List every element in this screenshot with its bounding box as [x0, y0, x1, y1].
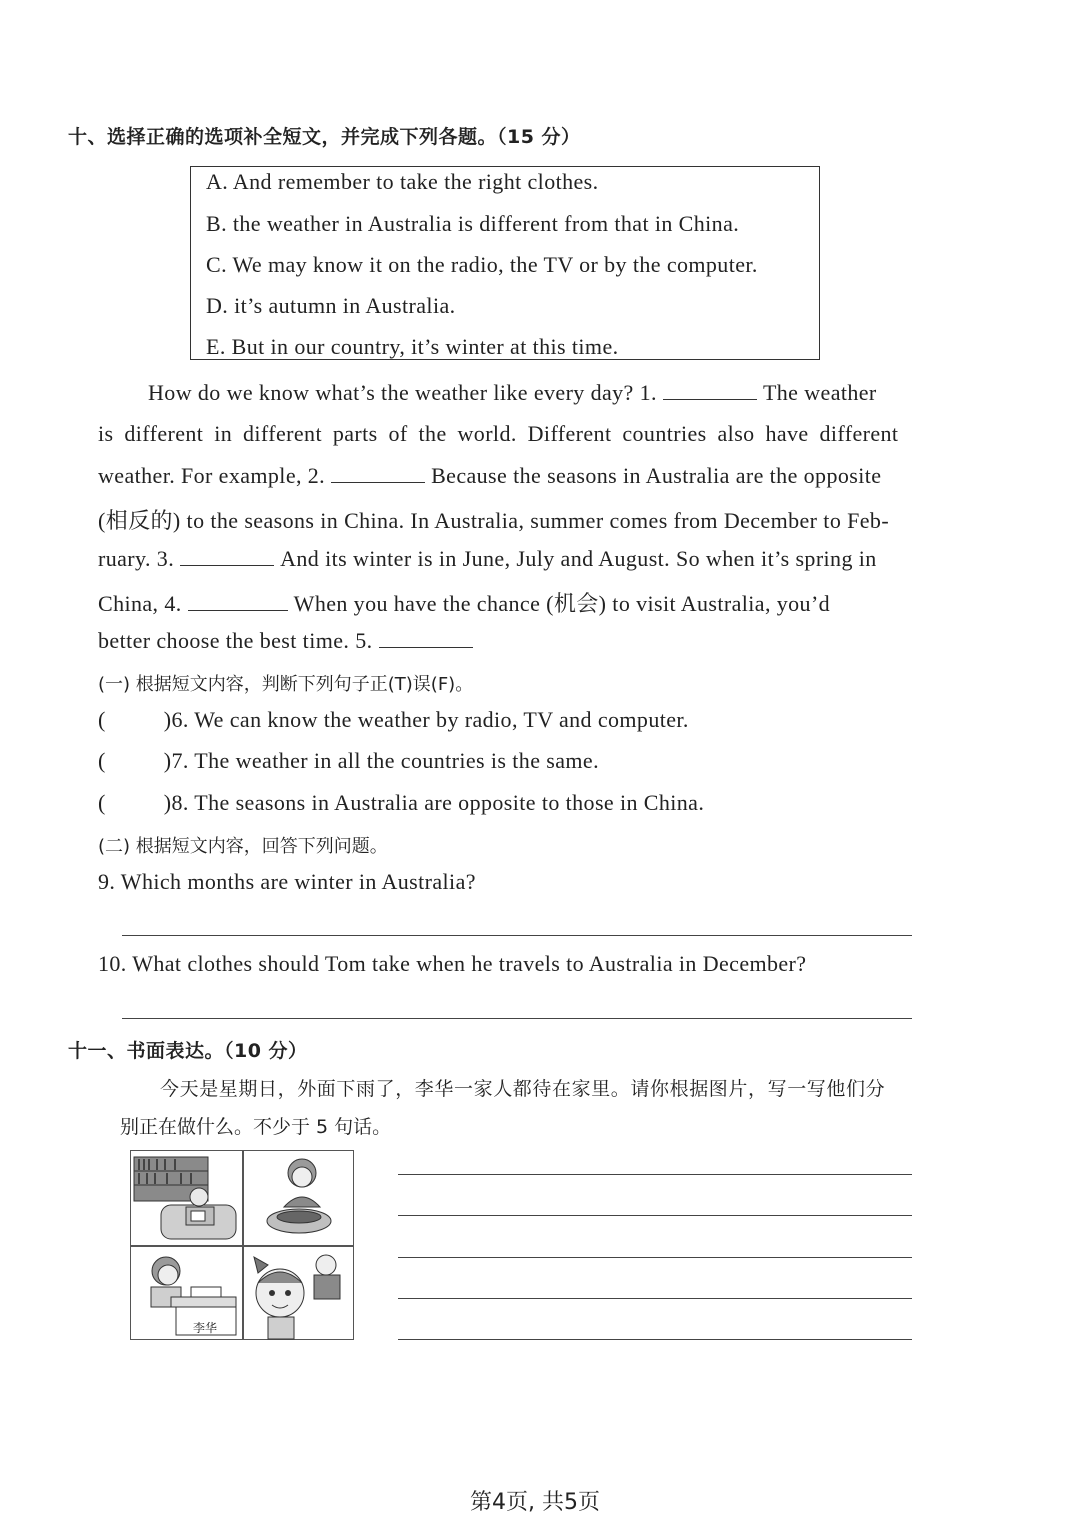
paren-close: ) — [163, 790, 172, 815]
writing-line-2[interactable] — [398, 1215, 912, 1216]
tf-text: 7. The weather in all the countries is the same. — [171, 748, 599, 773]
tf-text: 8. The seasons in Australia are opposite to those in China. — [171, 790, 705, 815]
passage-text: better choose the best time. 5. — [98, 628, 373, 653]
passage-text: How do we know what’s the weather like every day? 1. — [148, 380, 657, 405]
question-10: 10. What clothes should Tom take when he travels to Australia in December? — [98, 951, 807, 976]
writing-line-3[interactable] — [398, 1257, 912, 1258]
option-e: E. But in our country, it’s winter at this time. — [206, 334, 619, 359]
tf-text: 6. We can know the weather by radio, TV and computer. — [171, 707, 689, 732]
passage-text: China, 4. — [98, 591, 182, 616]
passage-line-7 — [98, 628, 479, 654]
section-10-title: 十、选择正确的选项补全短文，并完成下列各题。（15 分） — [68, 126, 581, 148]
writing-line-1[interactable] — [398, 1174, 912, 1175]
paren-open: ( — [98, 790, 106, 815]
tf-item-8 — [98, 790, 704, 816]
paren-open: ( — [98, 707, 106, 732]
option-a: A. And remember to take the right clothes. — [206, 169, 599, 194]
writing-prompt-line-2: 别正在做什么。不少于 5 句话。 — [120, 1116, 392, 1138]
passage-text: weather. For example, 2. — [98, 463, 326, 488]
passage-text: When you have the chance (机会) to visit Australia, you’d — [293, 591, 831, 616]
part-1-title: (一) 根据短文内容，判断下列句子正(T)误(F)。 — [98, 674, 474, 695]
answer-line-9[interactable] — [122, 935, 912, 936]
family-picture — [130, 1150, 354, 1340]
blank-1[interactable] — [663, 381, 757, 400]
option-b: B. the weather in Australia is different from that in China. — [206, 211, 740, 236]
picture-washing — [244, 1151, 355, 1245]
passage-line-1 — [148, 380, 877, 406]
paren-close: ) — [163, 748, 172, 773]
picture-doing-homework — [131, 1247, 242, 1341]
passage-line-3 — [98, 463, 881, 489]
paren-open: ( — [98, 748, 106, 773]
passage-line-6 — [98, 587, 830, 618]
part-2-title: (二) 根据短文内容，回答下列问题。 — [98, 836, 388, 857]
passage-text: ruary. 3. — [98, 546, 175, 571]
passage-text: Because the seasons in Australia are the opposite — [431, 463, 882, 488]
writing-line-4[interactable] — [398, 1298, 912, 1299]
section-11-title: 十一、书面表达。（10 分） — [68, 1040, 308, 1062]
writing-line-5[interactable] — [398, 1339, 912, 1340]
options-box — [190, 166, 820, 360]
picture-talking-on-phone — [244, 1247, 355, 1341]
passage-line-4: (相反的) to the seasons in China. In Australia, summer comes from December to Feb- — [98, 508, 890, 533]
paren-close: ) — [163, 707, 172, 732]
picture-reading-on-sofa — [131, 1151, 242, 1245]
page-number: 第4页, 共5页 — [470, 1490, 600, 1515]
blank-4[interactable] — [188, 592, 288, 611]
option-d: D. it’s autumn in Australia. — [206, 293, 456, 318]
passage-line-2: is different in different parts of the world. Different countries also have different — [98, 421, 899, 446]
passage-text: The weather — [762, 380, 877, 405]
blank-5[interactable] — [379, 629, 473, 648]
blank-3[interactable] — [180, 547, 274, 566]
picture-label-li-hua: 李华 — [193, 1321, 218, 1335]
passage-line-5 — [98, 546, 877, 572]
tf-item-7 — [98, 748, 599, 774]
option-c: C. We may know it on the radio, the TV or by the computer. — [206, 252, 758, 277]
blank-2[interactable] — [331, 464, 425, 483]
writing-prompt-line-1: 今天是星期日，外面下雨了，李华一家人都待在家里。请你根据图片，写一写他们分 — [160, 1078, 886, 1100]
passage-text: And its winter is in June, July and August. So when it’s spring in — [280, 546, 877, 571]
answer-line-10[interactable] — [122, 1018, 912, 1019]
question-9: 9. Which months are winter in Australia? — [98, 869, 476, 894]
tf-item-6 — [98, 707, 689, 733]
